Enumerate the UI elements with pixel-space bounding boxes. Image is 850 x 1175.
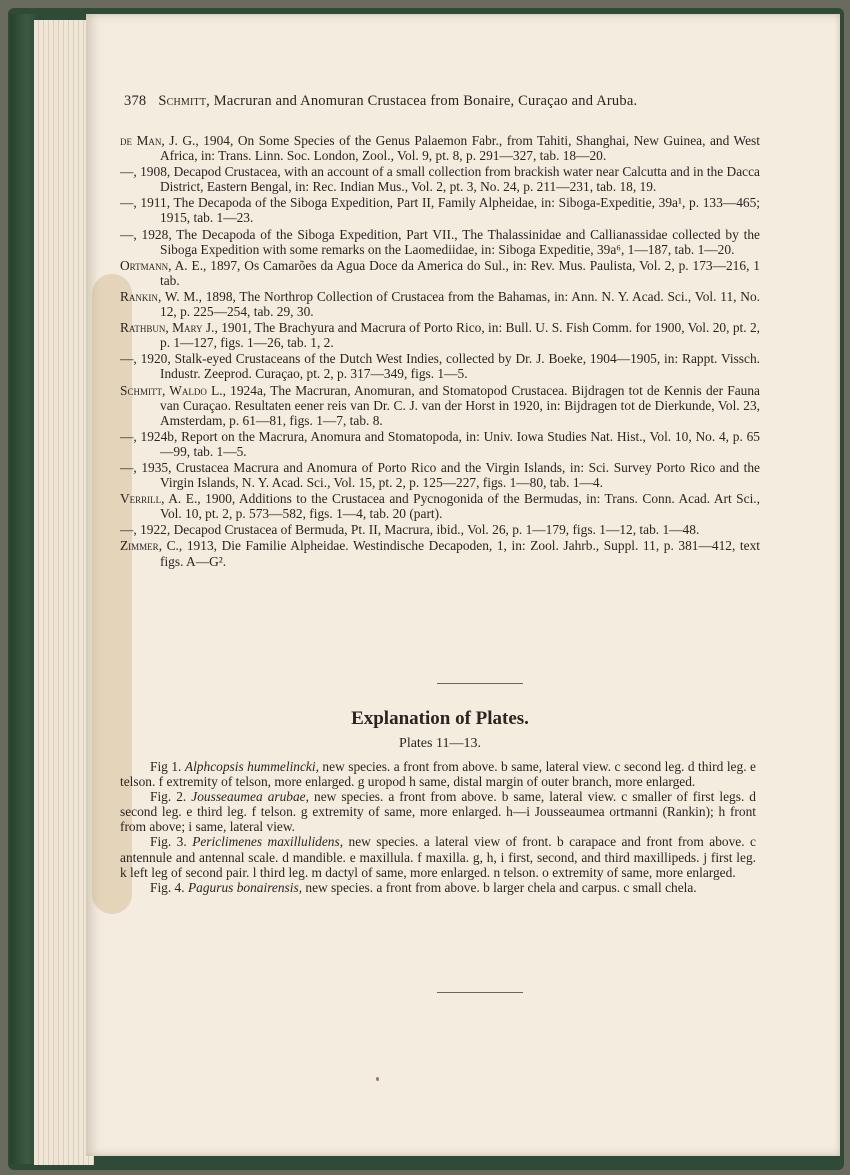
figure-text: new species. a front from above. b same, lateral view. c second leg. d third leg. e telson. f extremity of telson, more enlarged. g uropod h same, distal margin of outer branch, more enlarged.: [120, 759, 756, 790]
reference-entry: [120, 133, 760, 163]
reference-author: Zimmer: [120, 538, 159, 554]
section-subtitle: Plates 11—13.: [399, 736, 481, 751]
section-divider: [437, 992, 523, 993]
figure-label: Fig 1.: [150, 759, 182, 774]
reference-text: —, 1922, Decapod Crustacea of Bermuda, Pt. II, Macrura, ibid., Vol. 26, p. 1—179, figs. 1—12, tab. 1—48.: [120, 522, 700, 538]
reference-entry: [120, 351, 760, 381]
section-title: Explanation of Plates.: [351, 708, 529, 729]
reference-entry: [120, 460, 760, 490]
reference-entry: [120, 491, 760, 521]
figure-text: new species. a front from above. b same, lateral view. c smaller of first legs. d second leg. e third leg. f telson. g extremity of same, more enlarged. h—i Jousseaumea ortmanni (Rankin); h front from above; i same, lateral view.: [120, 789, 756, 835]
figure-caption: [120, 789, 756, 834]
reference-text: , A. E., 1897, Os Camarões da Agua Doce da America do Sul., in: Rev. Mus. Paulista, Vol. 2, p. 173—216, 1 tab.: [160, 257, 760, 288]
figure-caption: [120, 759, 756, 789]
reference-text: —, 1928, The Decapoda of the Siboga Expedition, Part VII., The Thalassinidae and Callianassidae collected by the Siboga Expedition with some remarks on the Laomediidae, in: Siboga Expeditie, 39a⁶, 1—187, tab. 1—20.: [120, 226, 760, 257]
figure-species: Pagurus bonairensis,: [187, 879, 303, 895]
figure-species: Periclimenes maxillulidens,: [192, 834, 344, 850]
reference-entry: [120, 289, 760, 319]
reference-list: [120, 133, 760, 570]
reference-author: Verrill: [120, 491, 162, 507]
reference-entry: [120, 320, 760, 350]
reference-author: Ortmann: [120, 257, 169, 273]
figure-text: new species. a lateral view of front. b carapace and front from above. c antennule and antennal scale. d mandible. e maxillula. f maxilla. g, h, i first, second, and third maxillipeds. j first leg. k left leg of second pair. l third leg. m dactyl of same, more enlarged. n telson. o extremity of same, more enlarged.: [120, 834, 756, 880]
figure-species: Jousseaumea arubae,: [191, 789, 309, 805]
reference-entry: [120, 227, 760, 257]
section-divider: [437, 683, 523, 684]
reference-text: —, 1920, Stalk-eyed Crustaceans of the Dutch West Indies, collected by Dr. J. Boeke, 1904—1905, in: Rappt. Vissch. Industr. Zeeprod. Curaçao, pt. 2, p. 317—349, figs. 1—5.: [120, 351, 760, 382]
figure-label: Fig. 3.: [150, 834, 187, 850]
reference-text: J., 1901, The Brachyura and Macrura of Porto Rico, in: Bull. U. S. Fish Comm. for 1900, Vol. 20, pt. 2, p. 1—127, figs. 1—26, tab. 1, 2.: [160, 320, 760, 351]
reference-entry: [120, 538, 760, 568]
page-stack-edge: [34, 20, 94, 1165]
reference-text: —, 1924b, Report on the Macrura, Anomura and Stomatopoda, in: Univ. Iowa Studies Nat. Hist., Vol. 10, No. 4, p. 65—99, tab. 1—5.: [120, 428, 760, 459]
reference-entry: [120, 522, 760, 537]
figure-label: Fig. 4.: [150, 879, 185, 895]
reference-author: de Man: [120, 133, 162, 148]
figure-label: Fig. 2.: [150, 789, 187, 805]
plate-explanations: [120, 759, 756, 895]
reference-entry: [120, 164, 760, 194]
reference-author: Rankin: [120, 288, 158, 304]
header-author: Schmitt: [158, 93, 207, 109]
reference-text: , A. E., 1900, Additions to the Crustacea and Pycnogonida of the Bermudas, in: Trans. Conn. Acad. Art Sci., Vol. 10, pt. 2, p. 573—582, figs. 1—4, tab. 20 (part).: [160, 491, 760, 522]
reference-author: Schmitt, Waldo: [120, 382, 207, 398]
reference-author: Rathbun, Mary: [120, 320, 203, 336]
reference-text: L., 1924a, The Macruran, Anomuran, and Stomatopod Crustacea. Bijdragen tot de Kennis der Fauna van Curaçao. Resultaten eener reis van Dr. C. J. van der Horst in 1920, in: Bijdragen tot de Dierkunde, Vol. 23, Amsterdam, p. 61—81, figs. 1—7, tab. 8.: [160, 382, 760, 428]
figure-caption: [120, 834, 756, 879]
reference-text: —, 1935, Crustacea Macrura and Anomura of Porto Rico and the Virgin Islands, in: Sci. Survey Porto Rico and the Virgin Islands, N. Y. Acad. Sci., Vol. 15, pt. 2, p. 125—227, figs. 1—80, tab. 1—4.: [120, 459, 760, 491]
reference-text: —, 1911, The Decapoda of the Siboga Expedition, Part II, Family Alpheidae, in: Siboga-Expeditie, 39a¹, p. 133—465; 1915, tab. 1—23.: [120, 195, 760, 226]
reference-text: , C., 1913, Die Familie Alpheidae. Westindische Decapoden, 1, in: Zool. Jahrb., Suppl. 11, p. 381—412, text figs. A—G².: [158, 538, 760, 569]
reference-text: , W. M., 1898, The Northrop Collection of Crustacea from the Bahamas, in: Ann. N. Y. Acad. Sci., Vol. 11, No. 12, p. 225—254, tab. 29, 30.: [157, 288, 760, 320]
figure-caption: [120, 880, 756, 895]
header-title: , Macruran and Anomuran Crustacea from Bonaire, Curaçao and Aruba.: [206, 93, 638, 109]
reference-entry: [120, 383, 760, 428]
reference-entry: [120, 258, 760, 288]
figure-species: Alphcopsis hummelincki,: [184, 759, 319, 774]
paper-speck: [376, 1077, 379, 1081]
running-header: [124, 93, 774, 110]
reference-entry: [120, 195, 760, 225]
reference-text: , J. G., 1904, On Some Species of the Genus Palaemon Fabr., from Tahiti, Shanghai, New Guinea, and West Africa, in: Trans. Linn. Soc. London, Zool., Vol. 9, pt. 8, p. 291—327, tab. 18—20.: [160, 133, 760, 164]
reference-text: —, 1908, Decapod Crustacea, with an account of a small collection from brackish water near Calcutta and in the Dacca District, Eastern Bengal, in: Rec. Indian Mus., Vol. 2, pt. 3, No. 24, p. 211—231, tab. 18, 19.: [120, 164, 760, 195]
figure-text: new species. a front from above. b larger chela and carpus. c small chela.: [302, 879, 697, 895]
page-number: 378: [124, 93, 147, 109]
reference-entry: [120, 429, 760, 459]
